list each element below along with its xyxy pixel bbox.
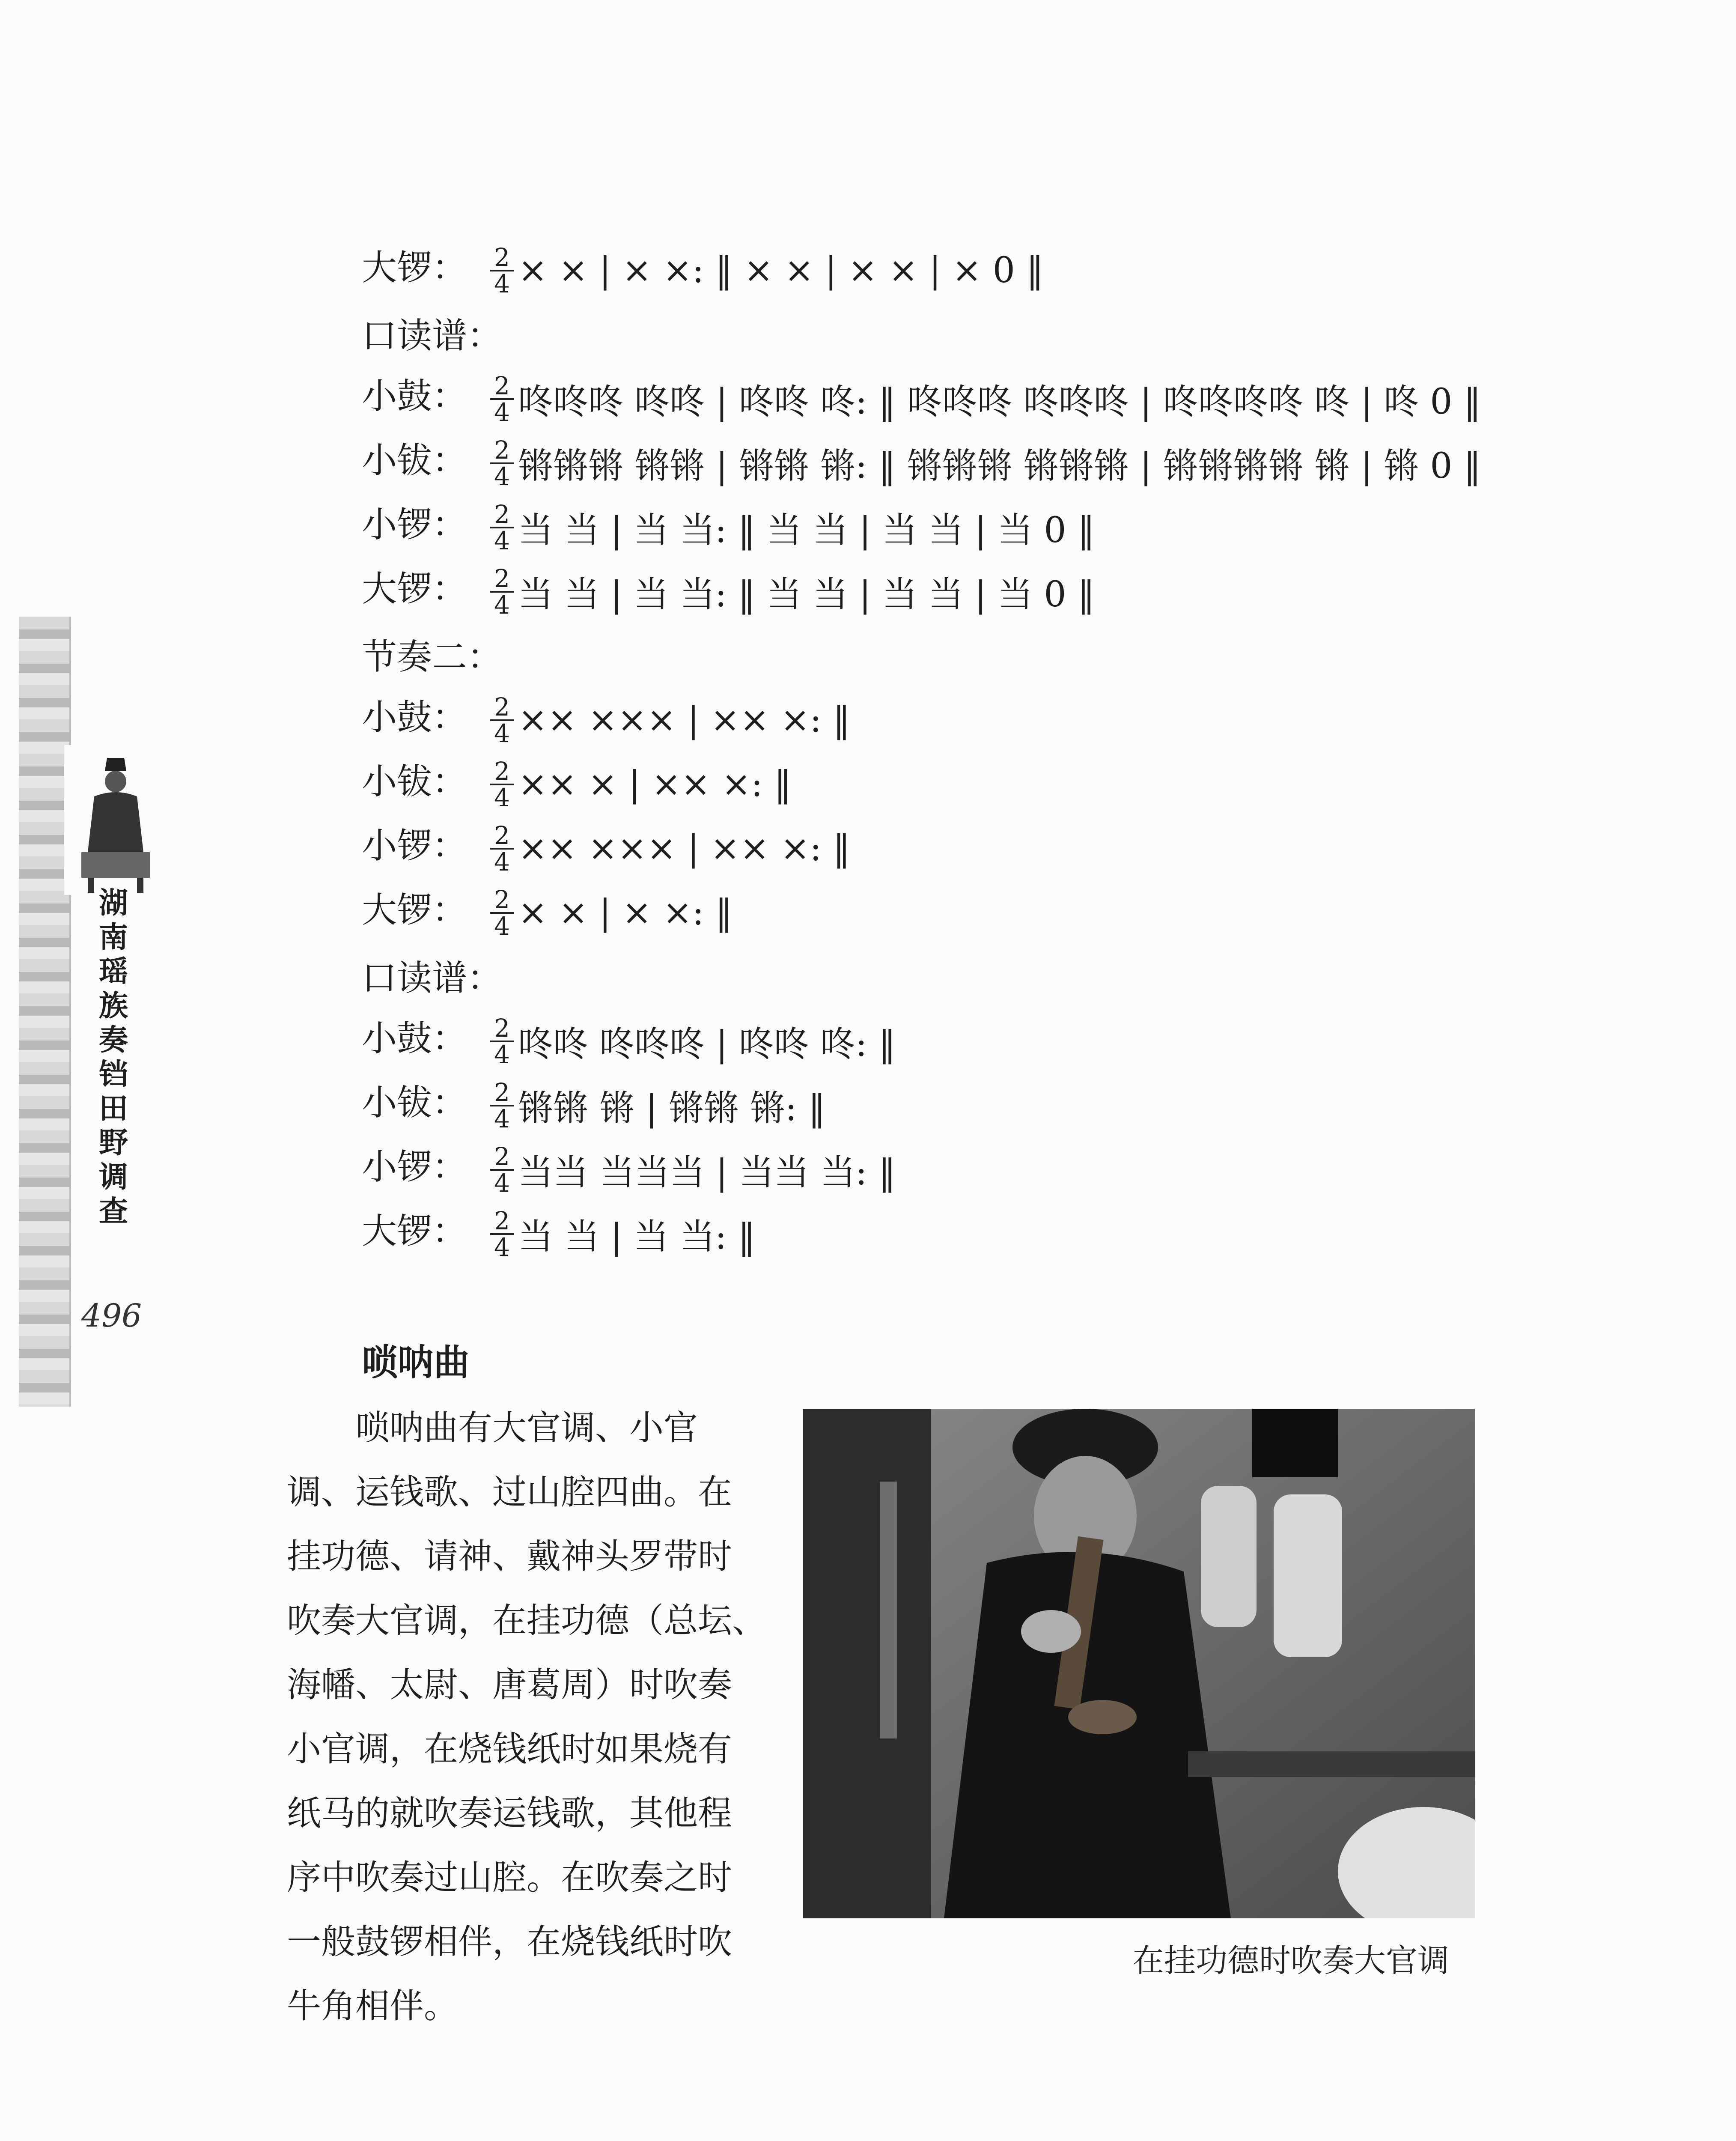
score-heading: 节奏二： <box>362 637 503 677</box>
score-line <box>362 497 1646 561</box>
time-signature: $\frac{2}{4}$ <box>490 438 514 489</box>
time-signature: $\frac{2}{4}$ <box>490 1144 514 1196</box>
score-heading: 口读谱： <box>362 958 503 999</box>
paragraph-line: 纸马的就吹奏运钱歌，其他程 <box>287 1793 732 1833</box>
paragraph-line: 序中吹奏过山腔。在吹奏之时 <box>287 1858 732 1897</box>
score-line <box>362 1075 1646 1139</box>
rhythm-notation: 咚咚 咚咚咚 | 咚咚 咚: ‖ <box>518 1024 896 1065</box>
score-line <box>362 432 1646 497</box>
title-char: 瑶 <box>98 955 128 989</box>
title-char: 湖 <box>98 886 128 920</box>
rhythm-notation: 当当 当当当 | 当当 当: ‖ <box>518 1152 896 1193</box>
paragraph-line: 挂功德、请神、戴神头罗带时 <box>287 1536 732 1576</box>
paragraph-line: 一般鼓锣相伴，在烧钱纸时吹 <box>287 1922 732 1962</box>
score-heading: 口读谱： <box>362 316 503 356</box>
paragraph-line: 唢呐曲有大官调、小官 <box>287 1408 698 1448</box>
score-line <box>362 818 1646 882</box>
paragraph-line: 小官调，在烧钱纸时如果烧有 <box>287 1729 732 1769</box>
rhythm-notation: ×× ××× | ×× ×: ‖ <box>518 828 851 869</box>
score-line <box>362 561 1646 625</box>
score-line <box>362 368 1646 432</box>
rhythm-notation: ×× ××× | ×× ×: ‖ <box>518 700 851 740</box>
page-number: 496 <box>81 1297 142 1334</box>
decorative-margin-band <box>19 617 71 1407</box>
time-signature: $\frac{2}{4}$ <box>490 823 514 874</box>
time-signature: $\frac{2}{4}$ <box>490 1080 514 1131</box>
score-line <box>362 1011 1646 1075</box>
vertical-book-title <box>90 886 137 1229</box>
instrument-label: 小钹： <box>362 761 467 802</box>
paragraph-line: 海幡、太尉、唐葛周）时吹奏 <box>287 1665 732 1705</box>
instrument-label: 小钹： <box>362 1082 467 1123</box>
time-signature: $\frac{2}{4}$ <box>490 695 514 746</box>
time-signature: $\frac{2}{4}$ <box>490 1016 514 1067</box>
body-paragraph <box>287 1396 766 2038</box>
time-signature: $\frac{2}{4}$ <box>490 502 514 553</box>
title-char: 调 <box>98 1160 128 1194</box>
paragraph-line: 调、运钱歌、过山腔四曲。在 <box>287 1472 732 1512</box>
time-signature: $\frac{2}{4}$ <box>490 373 514 425</box>
percussion-score <box>362 240 1646 1267</box>
score-line <box>362 689 1646 754</box>
instrument-label: 小钹： <box>362 440 467 481</box>
instrument-label: 大锣： <box>362 569 467 609</box>
instrument-label: 小鼓： <box>362 697 467 738</box>
title-char: 南 <box>98 921 128 954</box>
rhythm-notation: 咚咚咚 咚咚 | 咚咚 咚: ‖ 咚咚咚 咚咚咚 | 咚咚咚咚 咚 | 咚 0 ‖ <box>518 382 1481 422</box>
score-line <box>362 1203 1646 1267</box>
photo-suona-player <box>803 1409 1475 1918</box>
seated-figure-icon <box>64 745 167 895</box>
title-char: 查 <box>98 1195 128 1229</box>
score-line <box>362 1139 1646 1203</box>
section-title: 唢呐曲 <box>362 1342 470 1384</box>
time-signature: $\frac{2}{4}$ <box>490 1208 514 1260</box>
score-line <box>362 882 1646 946</box>
title-char: 族 <box>98 989 128 1023</box>
score-line <box>362 754 1646 818</box>
instrument-label: 小鼓： <box>362 1018 467 1059</box>
instrument-label: 小锣： <box>362 504 467 545</box>
photo-caption: 在挂功德时吹奏大官调 <box>1132 1942 1449 1979</box>
paragraph-line: 吹奏大官调，在挂功德（总坛、 <box>287 1601 766 1640</box>
instrument-label: 小锣： <box>362 1147 467 1187</box>
instrument-label: 小鼓： <box>362 376 467 417</box>
title-char: 铛 <box>98 1058 128 1091</box>
time-signature: $\frac{2}{4}$ <box>490 566 514 617</box>
rhythm-notation: 锵锵锵 锵锵 | 锵锵 锵: ‖ 锵锵锵 锵锵锵 | 锵锵锵锵 锵 | 锵 0 ‖ <box>518 446 1481 486</box>
instrument-label: 大锣： <box>362 247 467 288</box>
time-signature: $\frac{2}{4}$ <box>490 245 514 296</box>
title-char: 野 <box>98 1126 128 1160</box>
instrument-label: 大锣： <box>362 890 467 930</box>
instrument-label: 大锣： <box>362 1211 467 1252</box>
instrument-label: 小锣： <box>362 826 467 866</box>
rhythm-notation: 锵锵 锵 | 锵锵 锵: ‖ <box>518 1088 826 1129</box>
rhythm-notation: × × | × ×: ‖ × × | × × | × 0 ‖ <box>518 250 1044 291</box>
score-line <box>362 240 1646 304</box>
time-signature: $\frac{2}{4}$ <box>490 759 514 810</box>
rhythm-notation: × × | × ×: ‖ <box>518 892 733 933</box>
title-char: 田 <box>98 1092 128 1126</box>
rhythm-notation: ×× × | ×× ×: ‖ <box>518 764 792 805</box>
rhythm-notation: 当 当 | 当 当: ‖ 当 当 | 当 当 | 当 0 ‖ <box>518 574 1095 615</box>
title-char: 奏 <box>98 1023 128 1057</box>
rhythm-notation: 当 当 | 当 当: ‖ <box>518 1217 756 1257</box>
paragraph-line: 牛角相伴。 <box>287 1986 458 2026</box>
time-signature: $\frac{2}{4}$ <box>490 887 514 939</box>
rhythm-notation: 当 当 | 当 当: ‖ 当 当 | 当 当 | 当 0 ‖ <box>518 510 1095 551</box>
